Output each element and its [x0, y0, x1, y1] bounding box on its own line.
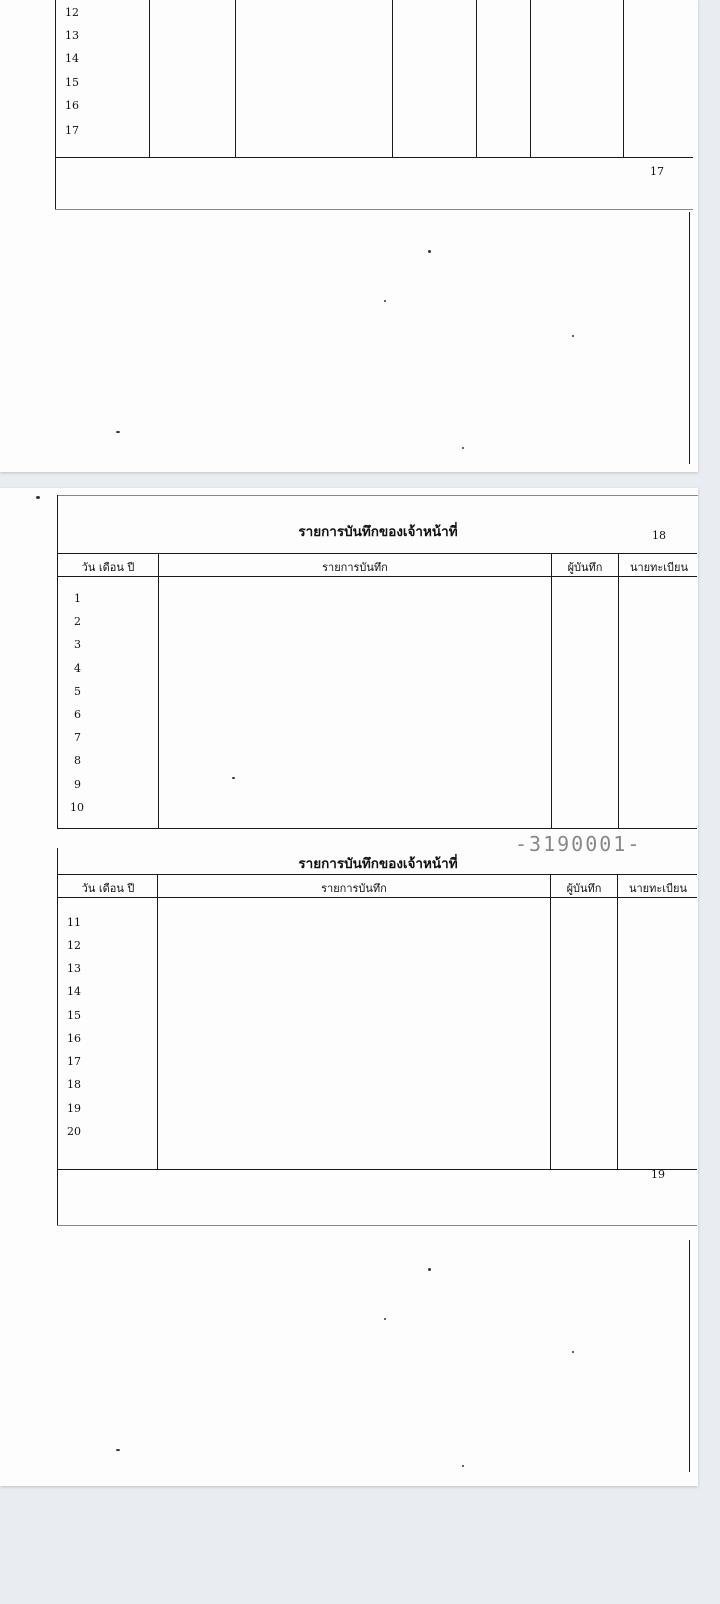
row-number: 10 [70, 801, 84, 814]
stamp-fragment: -3190001- [515, 832, 642, 856]
table2-header-bottom [57, 897, 697, 898]
row-number: 14 [65, 52, 79, 65]
scan-speck [428, 1268, 431, 1271]
row-number: 8 [74, 754, 81, 767]
row-number: 1 [74, 592, 81, 605]
page-number: 17 [650, 165, 664, 178]
page-number: 18 [652, 529, 666, 542]
row-number: 3 [74, 638, 81, 651]
table-column-divider [235, 0, 236, 158]
row-number: 18 [67, 1078, 81, 1091]
row-number: 17 [65, 124, 79, 137]
page-top-edge [58, 495, 698, 496]
table2-column-divider [157, 874, 158, 1170]
page-edge-line [57, 1225, 697, 1226]
page-edge-right [689, 212, 690, 464]
scan-speck [116, 431, 120, 433]
table1-title: รายการบันทึกของเจ้าหน้าที่ [298, 524, 458, 540]
row-number: 13 [67, 962, 81, 975]
table-column-divider [530, 0, 531, 158]
column-header-registrar: นายทะเบียน [629, 561, 688, 574]
table1-border-left-body [57, 553, 58, 829]
table-bottom-border [55, 157, 693, 158]
row-number: 12 [67, 939, 81, 952]
table2-bottom [57, 1169, 697, 1170]
row-number: 6 [74, 708, 81, 721]
scan-speck [428, 250, 431, 253]
column-header-recorder: ผู้บันทึก [566, 882, 602, 895]
row-number: 20 [67, 1125, 81, 1138]
scan-speck [116, 1449, 120, 1451]
row-number: 11 [67, 916, 81, 929]
row-number: 16 [65, 99, 79, 112]
table1-bottom [57, 828, 697, 829]
column-header-recorder: ผู้บันทึก [567, 561, 603, 574]
page-edge-right [689, 1240, 690, 1472]
table2-title: รายการบันทึกของเจ้าหน้าที่ [298, 856, 458, 872]
page-edge-line [55, 209, 693, 210]
table2-column-divider [617, 874, 618, 1170]
row-number: 2 [74, 615, 81, 628]
table1-column-divider [551, 553, 552, 829]
scan-speck [384, 1318, 386, 1320]
table-column-divider [149, 0, 150, 158]
document-page-17 [0, 0, 698, 472]
table1-header-top [57, 553, 697, 554]
column-header-registrar: นายทะเบียน [628, 882, 687, 895]
scan-speck [572, 335, 574, 337]
scan-speck [462, 1465, 464, 1467]
row-number: 15 [67, 1009, 81, 1022]
row-number: 15 [65, 76, 79, 89]
column-header-entry: รายการบันทึก [322, 561, 388, 574]
column-header-date: วัน เดือน ปี [81, 561, 135, 574]
scan-speck [462, 447, 464, 449]
table1-column-divider [618, 553, 619, 829]
table2-column-divider [550, 874, 551, 1170]
row-number: 14 [67, 985, 81, 998]
table1-header-bottom [57, 576, 697, 577]
scan-speck [232, 777, 235, 779]
row-number: 5 [74, 685, 81, 698]
row-number: 19 [67, 1102, 81, 1115]
table-column-divider [623, 0, 624, 158]
column-header-date: วัน เดือน ปี [81, 882, 135, 895]
table2-header-top [57, 874, 697, 875]
viewer-scroll-gutter[interactable] [706, 0, 720, 1604]
table-column-divider [392, 0, 393, 158]
table1-column-divider [158, 553, 159, 829]
row-number: 9 [74, 778, 81, 791]
table-column-divider [476, 0, 477, 158]
row-number: 16 [67, 1032, 81, 1045]
row-number: 17 [67, 1055, 81, 1068]
document-page-18-19 [0, 488, 698, 1486]
scan-speck [36, 496, 40, 499]
scan-speck [572, 1351, 574, 1353]
row-number: 13 [65, 29, 79, 42]
row-number: 4 [74, 662, 81, 675]
page-number: 19 [651, 1168, 665, 1181]
table-border-left [55, 0, 56, 210]
scan-speck [384, 300, 386, 302]
row-number: 12 [65, 6, 79, 19]
row-number: 7 [74, 731, 81, 744]
column-header-entry: รายการบันทึก [321, 882, 387, 895]
